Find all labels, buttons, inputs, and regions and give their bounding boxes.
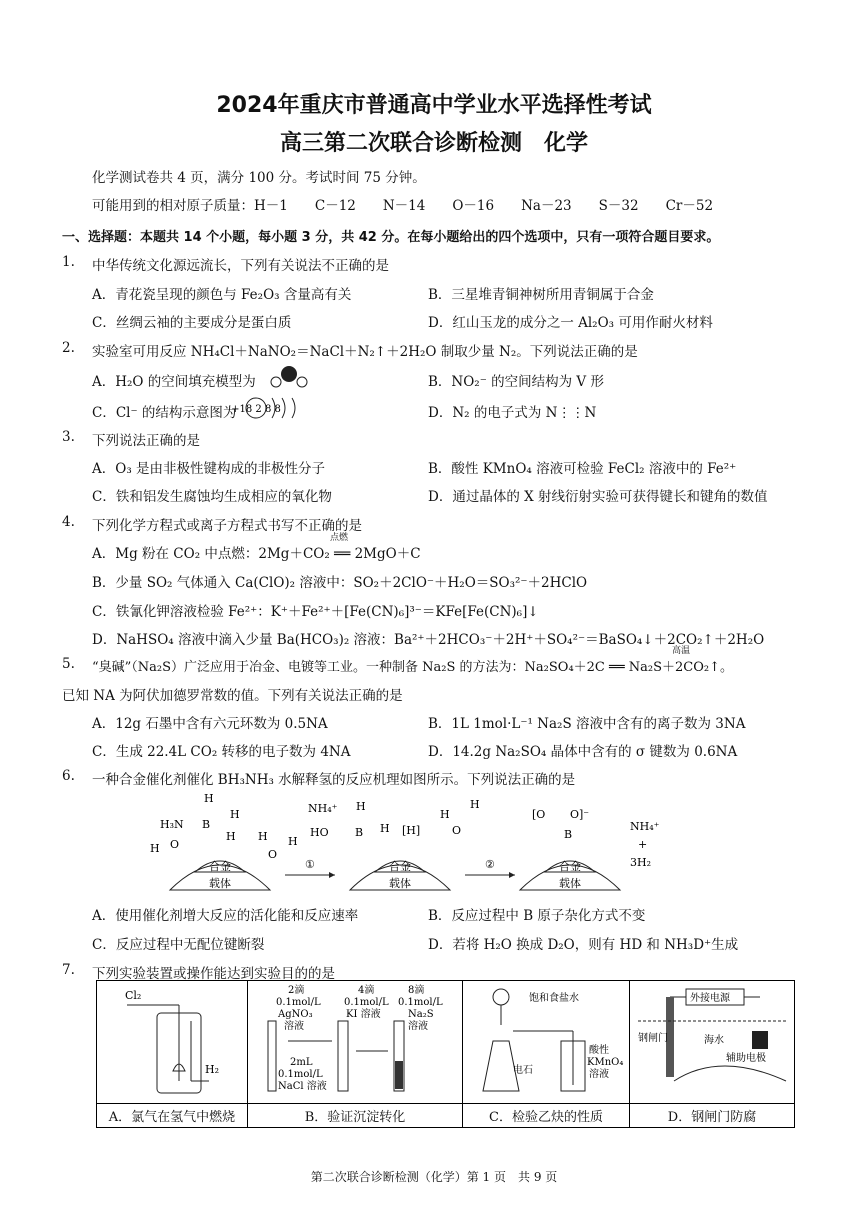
q7-stem: 下列实验装置或操作能达到实验目的的是 <box>92 966 335 982</box>
figure-a-cell <box>97 981 248 1104</box>
q2-stem: 实验室可用反应 NH₄Cl＋NaNO₂＝NaCl＋N₂↑＋2H₂O 制取少量 N₂。下列说法正确的是 <box>92 344 638 360</box>
q4-stem: 下列化学方程式或离子方程式书写不正确的是 <box>92 518 362 534</box>
q5-stem: “臭碱”（Na₂S）广泛应用于冶金、电镀等工业。一种制备 Na₂S 的方法为：Na₂SO₄＋2C ══ Na₂S＋2CO₂↑。 <box>92 660 734 675</box>
cl2-label: Cl₂ <box>125 989 142 1002</box>
svg-text:H: H <box>204 792 214 805</box>
svg-text:HO: HO <box>310 826 329 839</box>
q6-number: 6. <box>62 768 75 784</box>
q3-option-c: C．铁和铝发生腐蚀均生成相应的氧化物 <box>92 489 332 505</box>
figure-d-cell <box>630 981 795 1104</box>
svg-text:H: H <box>150 842 160 855</box>
svg-text:H: H <box>470 798 480 811</box>
b-solute-3: Na₂S <box>408 1009 434 1020</box>
alloy-label-3: 合金 <box>559 860 581 873</box>
q3-option-d: D．通过晶体的 X 射线衍射实验可获得键长和键角的数值 <box>428 489 768 505</box>
q5-option-b: B．1L 1mol·L⁻¹ Na₂S 溶液中含有的离子数为 3NA <box>428 716 746 732</box>
alloy-label-2: 合金 <box>389 860 411 873</box>
b-solution-1: 溶液 <box>284 1021 304 1032</box>
b-solute-1: AgNO₃ <box>278 1009 313 1020</box>
q3-option-b: B．酸性 KMnO₄ 溶液可检验 FeCl₂ 溶液中的 Fe²⁺ <box>428 461 737 477</box>
svg-text:H: H <box>288 835 298 848</box>
q1-number: 1. <box>62 254 75 270</box>
q1-option-d: D．红山玉龙的成分之一 Al₂O₃ 可用作耐火材料 <box>428 315 713 331</box>
b-conc-3: 0.1mol/L <box>398 997 443 1008</box>
hydride-label: [H] <box>402 824 421 837</box>
q1-stem: 中华传统文化源远流长，下列有关说法不正确的是 <box>92 258 389 274</box>
caption-d: D．钢闸门防腐 <box>630 1104 795 1128</box>
q4-option-d: D．NaHSO₄ 溶液中滴入少量 Ba(HCO₃)₂ 溶液：Ba²⁺＋2HCO₃⁻＋2H⁺＋SO₄²⁻＝BaSO₄↓＋2CO₂↑＋2H₂O <box>92 632 765 648</box>
q6-option-c: C．反应过程中无配位键断裂 <box>92 937 265 953</box>
svg-text:H: H <box>440 808 450 821</box>
q5-number: 5. <box>62 656 75 672</box>
b-solute-2: KI 溶液 <box>346 1009 381 1020</box>
q2-option-a: A．H₂O 的空间填充模型为 <box>92 374 256 390</box>
svg-text:B: B <box>202 818 211 831</box>
q2-option-b: B．NO₂⁻ 的空间结构为 V 形 <box>428 374 604 390</box>
q7-number: 7. <box>62 962 75 978</box>
b-volume: 2mL <box>290 1057 313 1068</box>
svg-text:H: H <box>230 808 240 821</box>
svg-text:H: H <box>226 830 236 843</box>
q4-option-b: B．少量 SO₂ 气体通入 Ca(ClO)₂ 溶液中：SO₂＋2ClO⁻＋H₂O＝SO₃²⁻＋2HClO <box>92 575 588 591</box>
d-gate-label: 钢闸门 <box>638 1033 668 1044</box>
svg-text:B: B <box>355 826 364 839</box>
d-sea-label: 海水 <box>704 1035 724 1046</box>
plus-label: + <box>638 838 648 851</box>
b-drops-1: 2滴 <box>288 985 305 996</box>
figure-b-cell <box>248 981 463 1104</box>
q3-stem: 下列说法正确的是 <box>92 433 200 449</box>
figure-c <box>463 981 629 1099</box>
svg-text:O: O <box>170 838 180 851</box>
q3-number: 3. <box>62 429 75 445</box>
h2-gas-label: H₂ <box>205 1063 220 1076</box>
d-power-label: 外接电源 <box>690 993 730 1004</box>
b-conc-2: 0.1mol/L <box>344 997 389 1008</box>
svg-text:O: O <box>268 848 278 861</box>
figure-c-cell <box>463 981 630 1104</box>
exam-subtitle: 高三第二次联合诊断检测 化学 <box>279 131 588 156</box>
q5-stem-2: 已知 NA 为阿伏加德罗常数的值。下列有关说法正确的是 <box>62 688 403 704</box>
figure-a <box>97 981 247 1099</box>
section-heading: 一、选择题：本题共 14 个小题，每小题 3 分，共 42 分。在每小题给出的四个选项中，只有一项符合题目要求。 <box>62 230 720 245</box>
water-model-icon <box>268 364 310 388</box>
figure-b <box>248 981 462 1099</box>
svg-text:B: B <box>564 828 573 841</box>
q1-option-a: A．青花瓷呈现的颜色与 Fe₂O₃ 含量高有关 <box>92 287 352 303</box>
svg-text:O]⁻: O]⁻ <box>570 808 590 821</box>
carrier-label-2: 载体 <box>389 877 411 890</box>
d-aux-label: 辅助电极 <box>726 1053 766 1064</box>
q2-option-c: C．Cl⁻ 的结构示意图为 <box>92 405 237 421</box>
experiment-table <box>96 980 795 1128</box>
svg-text:[O: [O <box>532 808 546 821</box>
b-solution-4: NaCl 溶液 <box>278 1081 327 1092</box>
svg-text:H: H <box>356 800 366 813</box>
alloy-label-1: 合金 <box>209 860 231 873</box>
q5-condition: 高温 <box>672 646 691 656</box>
nh4-label-2: NH₄⁺ <box>630 820 660 833</box>
q2-number: 2. <box>62 340 75 356</box>
h2-label: 3H₂ <box>630 856 652 869</box>
chloride-structure-diagram <box>231 394 302 422</box>
svg-text:H: H <box>380 822 390 835</box>
carrier-label-1: 载体 <box>209 877 231 890</box>
caption-a: A．氯气在氢气中燃烧 <box>97 1104 248 1128</box>
intro-line-1: 化学测试卷共 4 页，满分 100 分。考试时间 75 分钟。 <box>92 170 426 186</box>
q6-option-b: B．反应过程中 B 原子杂化方式不变 <box>428 908 646 924</box>
q5-option-a: A．12g 石墨中含有六元环数为 0.5NA <box>92 716 328 732</box>
page-footer: 第二次联合诊断检测（化学）第 1 页 共 9 页 <box>310 1170 558 1184</box>
q6-stem: 一种合金催化剂催化 BH₃NH₃ 水解释氢的反应机理如图所示。下列说法正确的是 <box>92 772 576 788</box>
nh4-label-1: NH₄⁺ <box>308 802 338 815</box>
q3-option-a: A．O₃ 是由非极性键构成的非极性分子 <box>92 461 326 477</box>
c-carbide-label: 电石 <box>513 1065 533 1076</box>
c-solution-label: 溶液 <box>589 1069 609 1080</box>
b-conc-4: 0.1mol/L <box>278 1069 323 1080</box>
svg-text:H₃N: H₃N <box>160 818 184 831</box>
q5-option-d: D．14.2g Na₂SO₄ 晶体中含有的 σ 键数为 0.6NA <box>428 744 738 760</box>
exam-title: 2024年重庆市普通高中学业水平选择性考试 <box>216 93 652 118</box>
b-drops-3: 8滴 <box>408 985 425 996</box>
b-solution-3: 溶液 <box>408 1021 428 1032</box>
svg-text:H: H <box>258 830 268 843</box>
q6-option-d: D．若将 H₂O 换成 D₂O，则有 HD 和 NH₃D⁺生成 <box>428 937 739 953</box>
intro-line-2: 可能用到的相对原子质量：H－1 C－12 N－14 O－16 Na－23 S－32 Cr－52 <box>92 198 714 214</box>
b-drops-2: 4滴 <box>358 985 375 996</box>
figure-d <box>630 981 794 1099</box>
step-2-label: ② <box>485 858 495 871</box>
caption-b: B．验证沉淀转化 <box>248 1104 463 1128</box>
svg-text:O: O <box>452 824 462 837</box>
q6-option-a: A．使用催化剂增大反应的活化能和反应速率 <box>92 908 359 924</box>
b-conc-1: 0.1mol/L <box>276 997 321 1008</box>
q4-option-a: A．Mg 粉在 CO₂ 中点燃：2Mg＋CO₂ ══ 2MgO＋C <box>92 546 421 562</box>
carrier-label-3: 载体 <box>559 877 581 890</box>
c-kmno4-label: KMnO₄ <box>587 1057 624 1068</box>
caption-c: C．检验乙炔的性质 <box>463 1104 630 1128</box>
chloride-diagram-label: +18 2 8 8 <box>231 404 281 415</box>
q4-a-condition: 点燃 <box>330 533 349 543</box>
q4-option-c: C．铁氰化钾溶液检验 Fe²⁺：K⁺＋Fe²⁺＋[Fe(CN)₆]³⁻＝KFe[Fe(CN)₆]↓ <box>92 604 539 620</box>
c-acidic-label: 酸性 <box>589 1045 609 1056</box>
mechanism-figure <box>140 790 680 905</box>
q5-option-c: C．生成 22.4L CO₂ 转移的电子数为 4NA <box>92 744 351 760</box>
c-brine-label: 饱和食盐水 <box>529 993 579 1004</box>
q2-option-d: D．N₂ 的电子式为 N⋮⋮N <box>428 405 597 421</box>
q1-option-c: C．丝绸云袖的主要成分是蛋白质 <box>92 315 292 331</box>
q1-option-b: B．三星堆青铜神树所用青铜属于合金 <box>428 287 654 303</box>
step-1-label: ① <box>305 858 315 871</box>
q4-number: 4. <box>62 514 75 530</box>
